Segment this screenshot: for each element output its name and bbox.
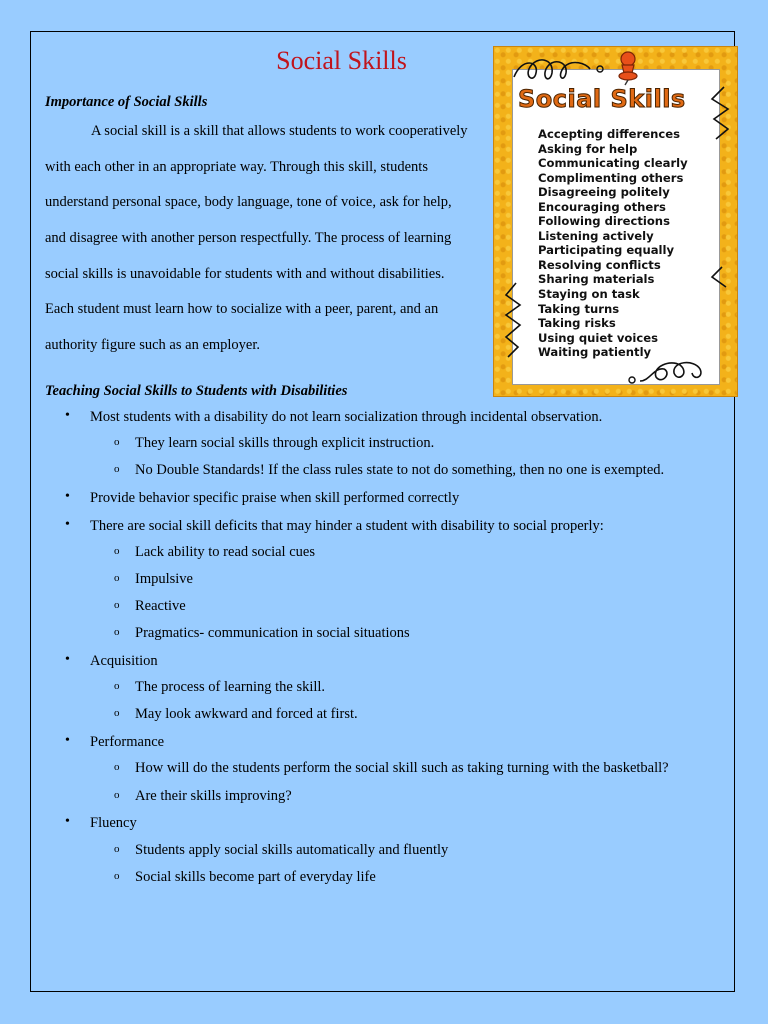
poster-title: Social Skills xyxy=(518,85,686,113)
sub-bullet-item xyxy=(114,625,410,642)
sub-bullet-marker: o xyxy=(114,680,120,692)
bullet-text: They learn social skills through explicit instruction. xyxy=(135,435,435,451)
bullet-text: There are social skill deficits that may hinder a student with disability to social properly: xyxy=(90,518,604,534)
paragraph-line: social skills is unavoidable for students with and without disabilities. xyxy=(45,265,445,282)
paragraph-line: and disagree with another person respectfully. The process of learning xyxy=(45,230,452,247)
paragraph-line: A social skill is a skill that allows students to work cooperatively xyxy=(91,123,468,139)
poster-skill-item: Encouraging others xyxy=(538,199,666,214)
bullet-marker: • xyxy=(65,408,70,423)
sub-bullet-marker: o xyxy=(114,843,120,855)
bullet-text: Lack ability to read social cues xyxy=(135,544,315,560)
bullet-text: Are their skills improving? xyxy=(135,788,292,804)
bullet-item xyxy=(65,652,158,670)
bullet-item xyxy=(65,814,137,832)
sub-bullet-item xyxy=(114,544,315,561)
bullet-text: Pragmatics- communication in social situations xyxy=(135,625,410,641)
sub-bullet-marker: o xyxy=(114,626,120,638)
bullet-item xyxy=(65,489,460,507)
poster-skill-item: Listening actively xyxy=(538,228,654,243)
poster-skill-item: Communicating clearly xyxy=(538,156,688,171)
sub-bullet-marker: o xyxy=(114,599,120,611)
bullet-marker: • xyxy=(65,814,70,829)
bullet-text: Provide behavior specific praise when skill performed correctly xyxy=(90,490,460,506)
paragraph-line: understand personal space, body language, tone of voice, ask for help, xyxy=(45,194,452,211)
sub-bullet-item xyxy=(114,760,669,777)
poster-skill-item: Staying on task xyxy=(538,287,640,302)
sub-bullet-marker: o xyxy=(114,761,120,773)
poster-skill-item: Taking turns xyxy=(538,301,620,316)
social-skills-poster xyxy=(493,46,738,397)
sub-bullet-item xyxy=(114,788,292,805)
paragraph-line: Each student must learn how to socialize with a peer, parent, and an xyxy=(45,301,439,318)
sub-bullet-item xyxy=(114,679,326,696)
bullet-marker: • xyxy=(65,489,70,504)
poster-skill-item: Sharing materials xyxy=(538,272,655,287)
bullet-text: Acquisition xyxy=(90,653,158,669)
poster-skill-item: Asking for help xyxy=(538,141,638,156)
poster-skill-item: Using quiet voices xyxy=(538,330,658,345)
poster-skill-list xyxy=(538,127,688,360)
poster-skill-item: Taking risks xyxy=(538,316,616,331)
importance-paragraph xyxy=(45,116,485,366)
page-title: Social Skills xyxy=(276,46,407,75)
poster-skill-item: Disagreeing politely xyxy=(538,185,670,200)
paragraph-line: with each other in an appropriate way. Through this skill, students xyxy=(45,158,428,175)
poster-skill-item: Following directions xyxy=(538,214,670,229)
bullet-marker: • xyxy=(65,733,70,748)
sub-bullet-marker: o xyxy=(114,463,120,475)
sub-bullet-marker: o xyxy=(114,436,120,448)
bullet-text: Social skills become part of everyday life xyxy=(135,869,376,885)
section-heading-importance: Importance of Social Skills xyxy=(45,94,208,110)
bullet-marker: • xyxy=(65,652,70,667)
sub-bullet-item xyxy=(114,571,193,588)
sub-bullet-item xyxy=(114,842,449,859)
poster-skill-item: Accepting differences xyxy=(538,127,680,141)
sub-bullet-marker: o xyxy=(114,572,120,584)
sub-bullet-marker: o xyxy=(114,870,120,882)
sub-bullet-marker: o xyxy=(114,789,120,801)
sub-bullet-item xyxy=(114,598,186,615)
bullet-text: Most students with a disability do not learn socialization through incidental observation. xyxy=(90,409,603,425)
bullet-text: Students apply social skills automatically and fluently xyxy=(135,842,449,858)
bullet-text: May look awkward and forced at first. xyxy=(135,706,358,722)
bullet-text: Impulsive xyxy=(135,571,193,587)
bullet-item xyxy=(65,733,165,751)
sub-bullet-item xyxy=(114,435,435,452)
sub-bullet-item xyxy=(114,462,665,479)
bullet-text: No Double Standards! If the class rules state to not do something, then no one is exempted. xyxy=(135,462,665,478)
bullet-item xyxy=(65,517,604,535)
sub-bullet-item xyxy=(114,869,376,886)
bullet-text: Fluency xyxy=(90,815,137,831)
sub-bullet-marker: o xyxy=(114,545,120,557)
bullet-text: The process of learning the skill. xyxy=(135,679,326,695)
section-heading-teaching: Teaching Social Skills to Students with Disabilities xyxy=(45,383,348,399)
poster-skill-item: Participating equally xyxy=(538,243,675,258)
bullet-text: Performance xyxy=(90,734,165,750)
poster-skill-item: Complimenting others xyxy=(538,170,684,185)
paragraph-line: authority figure such as an employer. xyxy=(45,337,261,354)
bullet-text: How will do the students perform the social skill such as taking turning with the basketball? xyxy=(135,760,669,776)
sub-bullet-marker: o xyxy=(114,707,120,719)
poster-skill-item: Waiting patiently xyxy=(538,345,652,360)
bullet-item xyxy=(65,408,603,426)
bullet-text: Reactive xyxy=(135,598,186,614)
bullet-marker: • xyxy=(65,517,70,532)
poster-skill-item: Resolving conflicts xyxy=(538,257,661,272)
sub-bullet-item xyxy=(114,706,358,723)
